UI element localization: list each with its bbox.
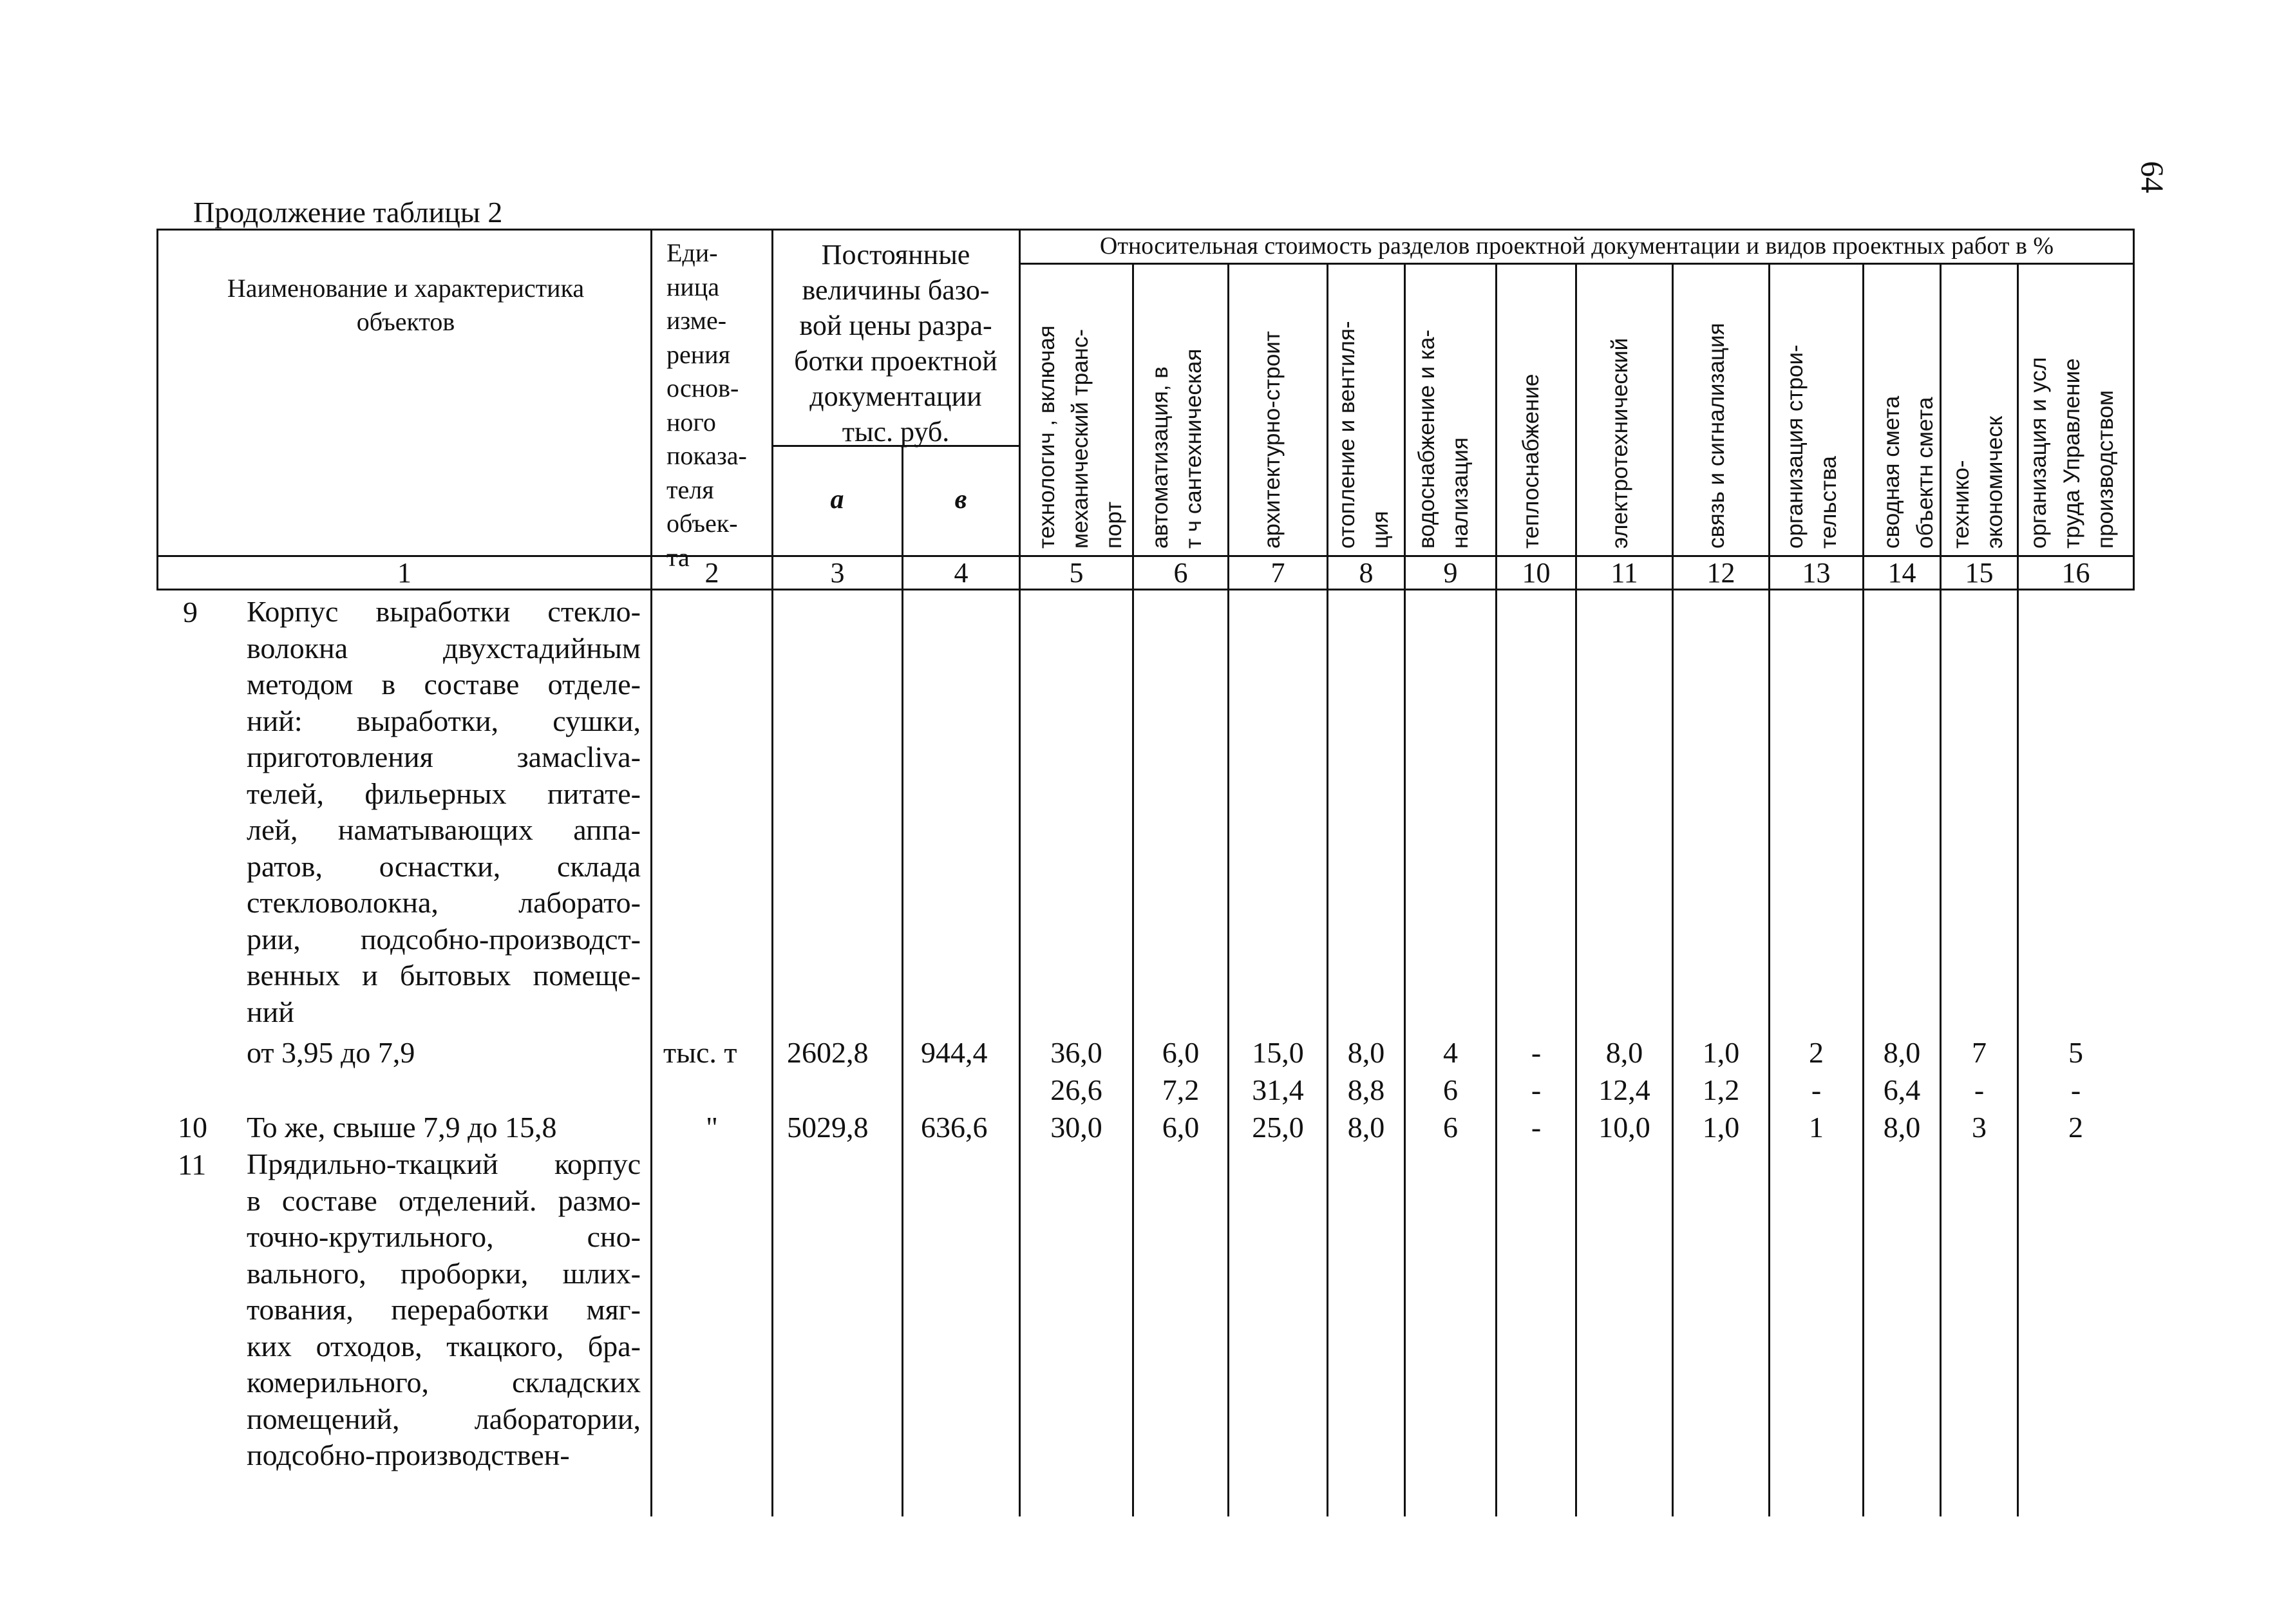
header-section-6: автоматизация, в т ч сантехническая — [1148, 348, 1206, 549]
header-name: Наименование и характеристика объектов — [227, 274, 585, 336]
header-section-12: связь и сигнализация — [1704, 323, 1729, 549]
header-unit: Еди- ница изме- рения основ- ного показа- теля объек- та — [666, 238, 747, 572]
header-section-9: водоснабжение и ка- нализация — [1414, 329, 1473, 549]
table-caption: Продолжение таблицы 2 — [193, 196, 503, 229]
row-9-number: 9 — [183, 596, 198, 628]
header-section-16: организация и усл труда Управление производством — [2026, 357, 2118, 549]
row-10-value-a: 5029,8 — [787, 1111, 869, 1144]
header-section-5: технологич , включая механический транс- порт — [1034, 325, 1126, 549]
row-11-description: Прядильно-ткацкий корпус в составе отделений. размо- точно-крутильного, сно- вального, проборки, шлих- тования, переработки мяг- ких отходов, ткацкого, бра- комерильного, складских помещений, лаборатории, подсобно-производствен- — [247, 1147, 641, 1471]
header-section-14: сводная смета объектн смета — [1879, 395, 1938, 549]
header-col-a: а — [830, 485, 844, 515]
header-section-10: теплоснабжение — [1518, 373, 1544, 549]
row-9-value-a: 2602,8 — [787, 1036, 869, 1069]
row-10-description: То же, свыше 7,9 до 15,8 — [247, 1111, 557, 1144]
row-9-unit: тыс. т — [663, 1036, 737, 1069]
row-9-range: от 3,95 до 7,9 — [247, 1036, 415, 1069]
row-9-value-v: 944,4 — [921, 1036, 988, 1069]
row-10-value-v: 636,6 — [921, 1111, 988, 1144]
header-constants: Постоянные величины базо- вой цены разра- ботки проектной документации тыс. руб. — [794, 239, 997, 448]
row-9-description: Корпус выработки стекло- волокна двухстадийным методом в составе отделе- ний: выработки, сушки, приготовления замасliva- телей, фильерных питате- лей, наматывающих аппа- ратов, оснастки, склада стекловолокна, лаборато- рии, подсобно-производст- венных и бытовых помеще- ний — [247, 595, 641, 1028]
header-col-v: в — [954, 485, 967, 515]
row-11-number: 11 — [178, 1148, 207, 1181]
row-10-unit: " — [706, 1111, 718, 1144]
header-section-11: электротехнический — [1607, 337, 1632, 549]
header-section-8: отопление и вентиля- ция — [1334, 321, 1393, 549]
page-number: 64 — [2135, 161, 2171, 193]
header-section-13: организация строи- тельства — [1782, 345, 1841, 549]
header-section-15: технико- экономическ — [1949, 416, 2007, 549]
header-section-7: архитектурно-строит — [1260, 331, 1285, 549]
row-10-number: 10 — [178, 1111, 207, 1144]
header-relative-cost: Относительная стоимость разделов проектной документации и видов проектных работ в % — [1099, 232, 2054, 260]
